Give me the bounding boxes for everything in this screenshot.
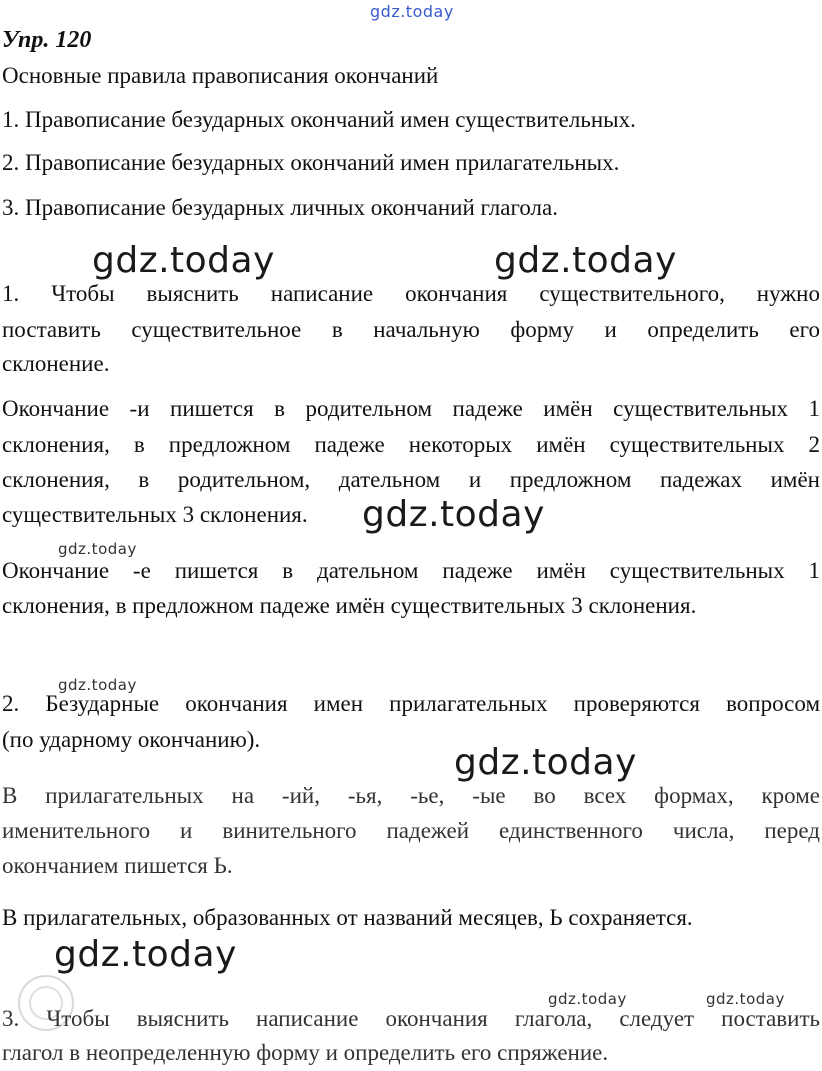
watermark-large-4: gdz.today [454,742,637,783]
ending-i-line-2: склонения, в предложном падеже некоторых имён существительных 2 [2,432,820,457]
ending-i-line-3: склонения, в родительном, дательном и предложном падежах имён [2,467,820,492]
watermark-large-1: gdz.today [92,240,275,281]
verb-rule-line-1: 3. Чтобы выяснить написание окончания глагола, следует поставить [2,1006,820,1031]
ending-e-line-2: склонения, в предложном падеже имён существительных 3 склонения. [2,593,697,618]
rule-list-item-2: 2. Правописание безударных окончаний имен прилагательных. [2,150,620,175]
noun-rule-line-1: 1. Чтобы выяснить написание окончания существительного, нужно [2,281,820,306]
watermark-large-3: gdz.today [362,494,545,535]
rules-heading: Основные правила правописания окончаний [2,63,439,88]
watermark-large-5: gdz.today [54,934,237,975]
verb-rule-line-2: глагол в неопределенную форму и определить его спряжение. [2,1040,609,1065]
watermark-small-1: gdz.today [58,540,137,558]
ending-i-line-1: Окончание -и пишется в родительном падеже имён существительных 1 [2,396,820,421]
watermark-large-2: gdz.today [494,240,677,281]
ending-e-line-1: Окончание -е пишется в дательном падеже имён существительных 1 [2,558,820,583]
soft-sign-line-1: В прилагательных на -ий, -ья, -ье, -ые во всех формах, кроме [2,783,820,808]
adjective-rule-line-2: (по ударному окончанию). [2,727,261,752]
rule-list-item-1: 1. Правописание безударных окончаний имен существительных. [2,107,636,132]
soft-sign-line-2: именительного и винительного падежей единственного числа, перед [2,818,820,843]
ending-i-line-4: существительных 3 склонения. [2,502,308,527]
noun-rule-line-3: склонение. [2,351,110,376]
rule-list-item-3: 3. Правописание безударных личных окончаний глагола. [2,195,558,220]
watermark-small-2: gdz.today [58,676,137,694]
soft-sign-line-3: окончанием пишется Ь. [2,853,233,878]
watermark-top: gdz.today [370,2,454,21]
noun-rule-line-2: поставить существительное в начальную форму и определить его [2,317,820,342]
exercise-title: Упр. 120 [2,27,92,53]
watermark-small-4: gdz.today [706,990,785,1008]
adjective-rule-line-1: 2. Безударные окончания имен прилагательных проверяются вопросом [2,691,820,716]
months-rule-line: В прилагательных, образованных от названий месяцев, Ь сохраняется. [2,905,693,930]
watermark-small-3: gdz.today [548,990,627,1008]
